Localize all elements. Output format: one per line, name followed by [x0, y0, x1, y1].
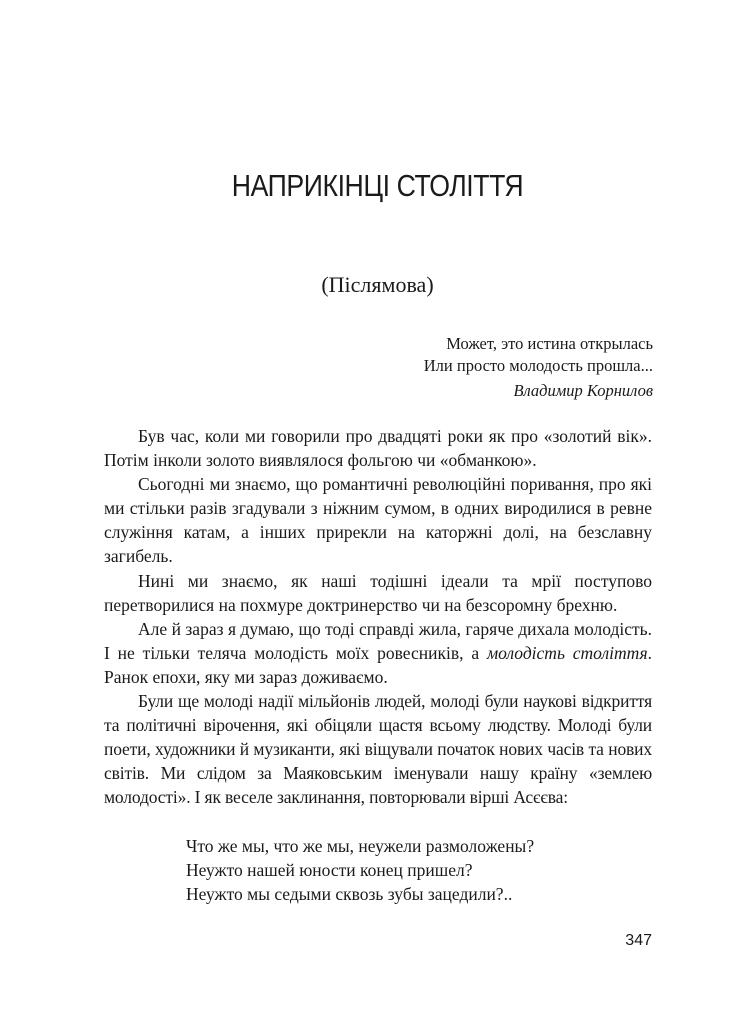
- verse-line: Неужто нашей юности конец пришел?: [186, 860, 473, 881]
- epigraph-line: Может, это истина открылась: [446, 334, 653, 353]
- italic-phrase: молодість століття: [486, 642, 648, 663]
- paragraph-text: . Ранок епохи, яку ми зараз доживаємо.: [104, 642, 652, 687]
- paragraph: Нині ми знаємо, як наші тодішні ідеали та мрії поступово перетворилися на похмуре доктринерство чи на безсоромну брехню.: [104, 570, 652, 615]
- verse-line: Неужто мы седыми сквозь зубы зацедили?..: [186, 884, 513, 905]
- paragraph: Були ще молоді надії мільйонів людей, молоді були наукові відкриття та політичні вірочення, які обіцяли щастя всьому людству. Молоді були поети, художники й музиканти, які віщували початок нових часів та нових світів. Ми слідом за Маяковським іменували нашу країну «землею молодості». І як веселе заклинання, повторювали вірші Асєєва:: [104, 691, 652, 808]
- verse-quote: [186, 834, 534, 906]
- chapter-title: НАПРИКІНЦІ СТОЛІТТЯ: [231, 168, 524, 203]
- page-number: 347: [625, 932, 652, 949]
- epigraph-line: Или просто молодость прошла...: [423, 356, 653, 375]
- epigraph: [424, 333, 653, 402]
- chapter-subtitle: (Післямова): [321, 272, 434, 297]
- body-text: [104, 424, 652, 810]
- epigraph-author: Владимир Корнилов: [513, 381, 653, 400]
- verse-line: Что же мы, что же мы, неужели размоложены?: [186, 836, 535, 856]
- paragraph: [104, 617, 652, 689]
- paragraph-text: Але й зараз я думаю, що тоді справді жила, гаряче дихала молодість. І не тільки теляча молодість моїх ровесників, а: [104, 618, 652, 663]
- paragraph: Був час, коли ми говорили про двадцяті роки як про «золотий вік». Потім інколи золото виявлялося фольгою чи «обманкою».: [104, 426, 652, 471]
- paragraph: Сьогодні ми знаємо, що романтичні революційні поривання, про які ми стільки разів згадували з ніжним сумом, в одних виродилися в ревне служіння катам, а інших прирекли на каторжні долі, на безславну загибель.: [104, 474, 652, 567]
